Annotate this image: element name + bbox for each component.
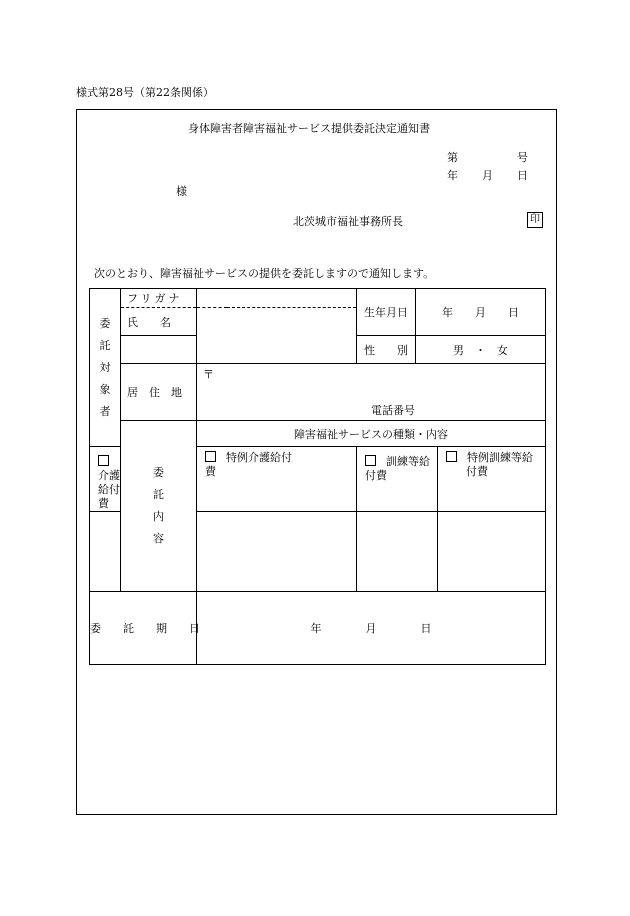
form-number: 様式第28号（第22条関係）: [76, 86, 214, 99]
form-table: [89, 288, 546, 665]
document-title: 身体障害者障害福祉サービス提供委託決定通知書: [188, 122, 430, 135]
checkbox-icon[interactable]: [205, 451, 216, 462]
intro-text: 次のとおり、障害福祉サービスの提供を委託しますので通知します。: [94, 267, 435, 280]
service-option-kunren[interactable]: 訓練等給付費: [357, 447, 438, 512]
phone-label: 電話番号: [371, 404, 415, 417]
service-detail-kunren[interactable]: [357, 512, 438, 592]
name-field[interactable]: [197, 308, 357, 364]
period-field[interactable]: 年 月 日: [197, 592, 546, 665]
name-label-spacer: [121, 336, 197, 364]
subject-section-label: 委 託 対 象 者: [90, 289, 121, 447]
service-detail-tokurei-kunren[interactable]: [438, 512, 546, 592]
address-field[interactable]: [197, 364, 546, 421]
date-day: 日: [517, 169, 528, 182]
content-section-label: 委 託 内 容: [121, 421, 197, 592]
postal-mark: 〒: [203, 368, 214, 381]
service-detail-kaigo[interactable]: [90, 512, 121, 592]
checkbox-icon[interactable]: [446, 451, 457, 462]
birthdate-label: 生年月日: [357, 289, 416, 336]
date-year: 年: [447, 169, 458, 182]
service-detail-tokurei-kaigo[interactable]: [197, 512, 357, 592]
checkbox-icon[interactable]: [98, 455, 109, 466]
number-go: 号: [517, 151, 528, 164]
checkbox-icon[interactable]: [365, 455, 376, 466]
service-option-kaigo[interactable]: 介護給付費: [90, 447, 121, 512]
service-option-tokurei-kunren[interactable]: 特例訓練等給 付費: [438, 447, 546, 512]
issuer-name: 北茨城市福祉事務所長: [293, 215, 403, 228]
service-option-tokurei-kaigo[interactable]: 特例介護給付 費: [197, 447, 357, 512]
service-heading: 障害福祉サービスの種類・内容: [197, 421, 546, 447]
number-dai: 第: [447, 151, 458, 164]
birthdate-field[interactable]: 年 月 日: [416, 289, 546, 336]
sex-field[interactable]: 男 ・ 女: [416, 336, 546, 364]
period-label: 委 託 期 日: [90, 592, 197, 665]
address-label: 居 住 地: [121, 364, 197, 421]
addressee-sama: 様: [176, 185, 187, 198]
seal-stamp: 印: [527, 212, 543, 228]
name-label: 氏 名: [121, 308, 197, 336]
furigana-field[interactable]: [197, 289, 357, 308]
sex-label: 性 別: [357, 336, 416, 364]
date-month: 月: [482, 169, 493, 182]
furigana-label: フリガナ: [121, 289, 197, 308]
